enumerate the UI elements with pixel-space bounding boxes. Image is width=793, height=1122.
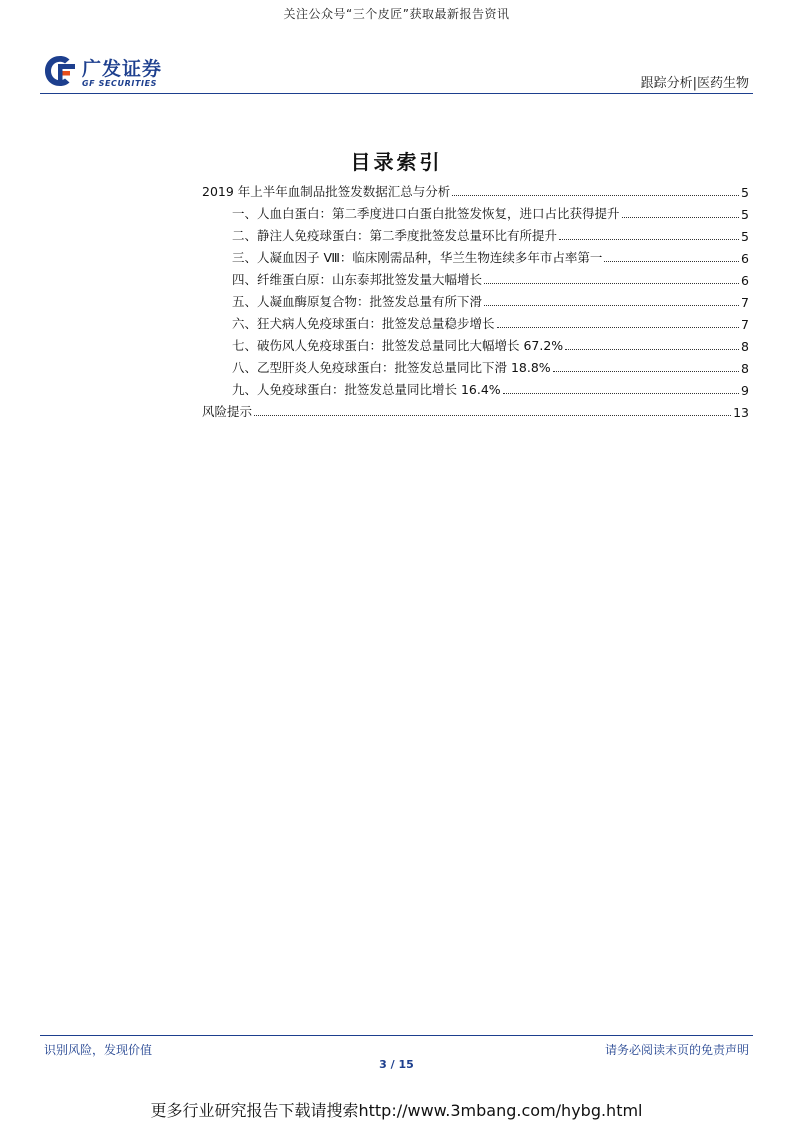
footer-slogan: 识别风险，发现价值 <box>44 1043 153 1057</box>
bottom-banner[interactable]: 更多行业研究报告下载请搜索http://www.3mbang.com/hybg.html <box>150 1101 643 1120</box>
toc-leader <box>503 393 739 394</box>
toc-entry-page: 7 <box>741 295 749 310</box>
toc-entry-page: 8 <box>741 339 749 354</box>
toc-entry-text: 二、静注人免疫球蛋白：第二季度批签发总量环比有所提升 <box>232 228 558 243</box>
toc-entry[interactable] <box>232 356 749 376</box>
toc-entry[interactable] <box>232 334 749 354</box>
toc-leader <box>452 195 739 196</box>
header-section: 跟踪分析|医药生物 <box>640 76 749 91</box>
toc-entry[interactable] <box>232 312 749 332</box>
toc-entry[interactable] <box>232 246 749 266</box>
toc-entry-page: 9 <box>741 383 749 398</box>
toc-entry-text: 七、破伤风人免疫球蛋白：批签发总量同比大幅增长 67.2% <box>232 338 564 353</box>
toc-entry-text: 风险提示 <box>202 404 253 419</box>
toc-entry-page: 5 <box>741 185 749 200</box>
toc-leader <box>484 283 739 284</box>
toc-leader <box>497 327 739 328</box>
header-divider <box>40 93 753 94</box>
page-number: 3 / 15 <box>379 1058 414 1071</box>
toc-title: 目录索引 <box>350 150 443 174</box>
toc-entry[interactable] <box>232 224 749 244</box>
footer-disclaimer-link[interactable]: 请务必阅读末页的免责声明 <box>604 1043 749 1057</box>
toc-entry-text: 四、纤维蛋白原：山东泰邦批签发量大幅增长 <box>232 272 483 287</box>
brand-logo <box>43 54 173 94</box>
footer-divider <box>40 1035 753 1036</box>
toc-entry-page: 6 <box>741 273 749 288</box>
toc-leader <box>553 371 739 372</box>
toc-leader <box>622 217 739 218</box>
toc-entry-page: 7 <box>741 317 749 332</box>
toc-entry-page: 6 <box>741 251 749 266</box>
toc-entry-text: 八、乙型肝炎人免疫球蛋白：批签发总量同比下滑 18.8% <box>232 360 551 375</box>
toc-entry[interactable] <box>202 400 749 420</box>
toc-entry-page: 5 <box>741 207 749 222</box>
toc-leader <box>559 239 739 240</box>
toc-entry-page: 5 <box>741 229 749 244</box>
toc-entry[interactable] <box>232 290 749 310</box>
toc-entry[interactable] <box>202 180 749 200</box>
toc-entry-page: 13 <box>733 405 749 420</box>
toc-entry-text: 六、狂犬病人免疫球蛋白：批签发总量稳步增长 <box>232 316 495 331</box>
toc-leader <box>254 415 731 416</box>
toc-entry-text: 五、人凝血酶原复合物：批签发总量有所下滑 <box>232 294 483 309</box>
toc-entry-text: 一、人血白蛋白：第二季度进口白蛋白批签发恢复，进口占比获得提升 <box>232 206 620 221</box>
toc-entry-page: 8 <box>741 361 749 376</box>
toc-entry[interactable] <box>232 378 749 398</box>
toc-entry-text: 三、人凝血因子 Ⅷ：临床刚需品种，华兰生物连续多年市占率第一 <box>232 250 603 265</box>
brand-name-en: GF SECURITIES <box>82 79 158 88</box>
top-banner: 关注公众号“三个皮匠”获取最新报告资讯 <box>283 7 510 21</box>
toc-entry-text: 九、人免疫球蛋白：批签发总量同比增长 16.4% <box>232 382 501 397</box>
toc-entry[interactable] <box>232 202 749 222</box>
toc-leader <box>604 261 739 262</box>
toc-entry[interactable] <box>232 268 749 288</box>
toc-entry-text: 2019 年上半年血制品批签发数据汇总与分析 <box>202 184 451 199</box>
gf-logo-icon <box>43 54 77 88</box>
brand-name-cn: 广发证券 <box>82 58 163 80</box>
toc-leader <box>484 305 739 306</box>
toc-leader <box>565 349 739 350</box>
